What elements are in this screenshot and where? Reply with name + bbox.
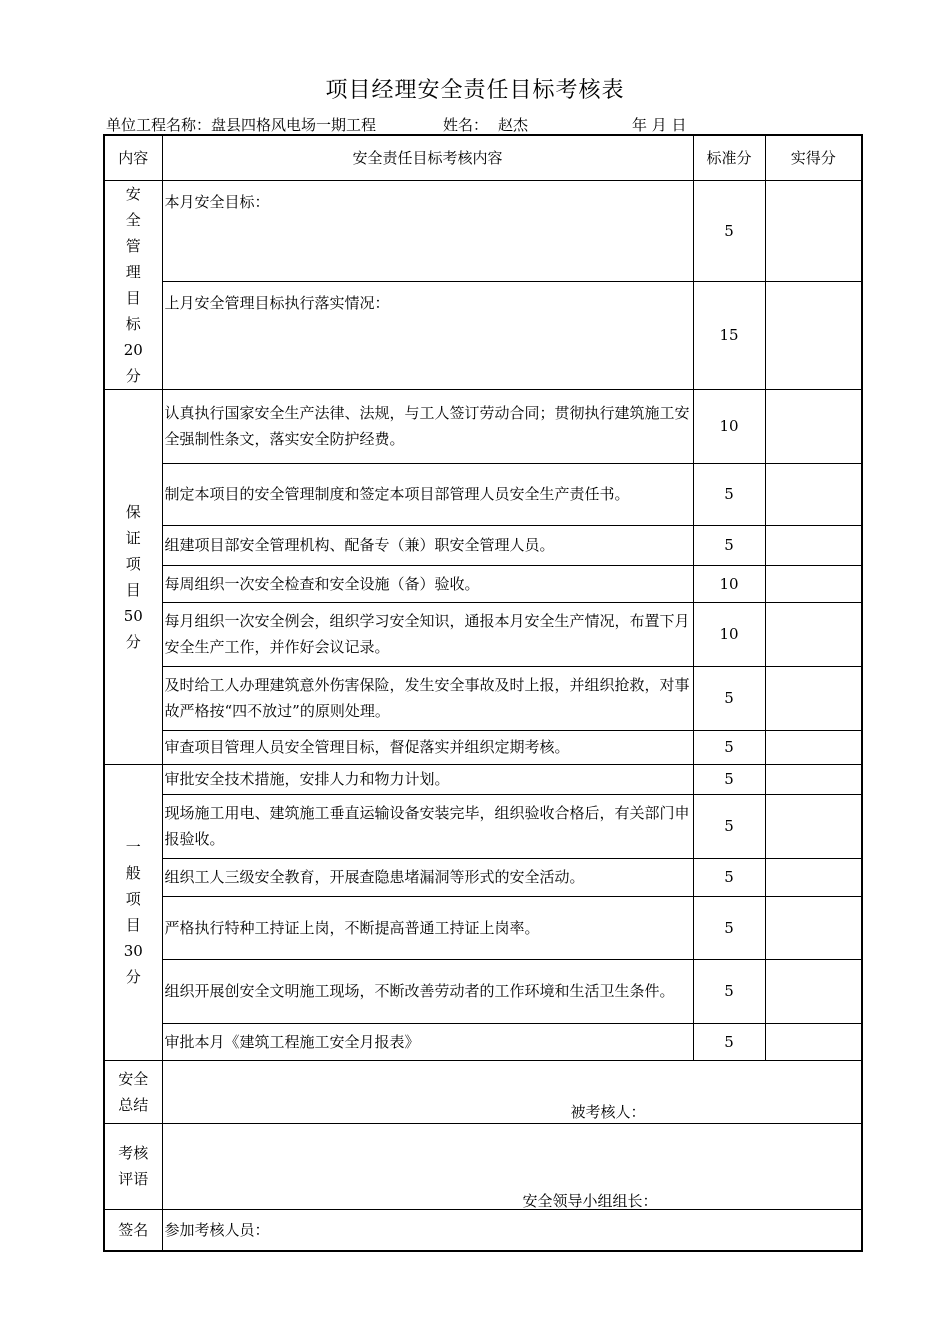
- participants-field[interactable]: 参加考核人员：: [162, 1209, 862, 1251]
- assessee-label: 被考核人：: [570, 1102, 646, 1121]
- standard-score: 10: [693, 602, 765, 666]
- col-content: 安全责任目标考核内容: [162, 135, 693, 180]
- item-text: 制定本项目的安全管理制度和签定本项目部管理人员安全生产责任书。: [162, 463, 693, 525]
- standard-score: 15: [693, 282, 765, 389]
- signature-label: 签名: [104, 1209, 162, 1251]
- item-text: 组织开展创安全文明施工现场，不断改善劳动者的工作环境和生活卫生条件。: [162, 959, 693, 1023]
- item-text: 审批本月《建筑工程施工安全月报表》: [162, 1023, 693, 1060]
- item-text: 每周组织一次安全检查和安全设施（备）验收。: [162, 565, 693, 602]
- actual-score-field[interactable]: [765, 794, 862, 858]
- name-label: 姓名：: [443, 116, 489, 134]
- item-text: 审批安全技术措施，安排人力和物力计划。: [162, 764, 693, 794]
- assessment-table: [103, 134, 863, 1252]
- item-text: 本月安全目标：: [162, 180, 693, 282]
- item-text: 认真执行国家安全生产法律、法规，与工人签订劳动合同；贯彻执行建筑施工安全强制性条文，落实安全防护经费。: [162, 389, 693, 463]
- standard-score: 5: [693, 463, 765, 525]
- review-comments-label: 考核 评语: [104, 1123, 162, 1209]
- item-text: 审查项目管理人员安全管理目标，督促落实并组织定期考核。: [162, 730, 693, 764]
- name-value: 赵杰: [498, 116, 529, 134]
- actual-score-field[interactable]: [765, 858, 862, 896]
- document-title: 项目经理安全责任目标考核表: [325, 78, 625, 103]
- col-actual-score: 实得分: [765, 135, 862, 180]
- safety-summary-field[interactable]: [162, 1060, 862, 1123]
- actual-score-field[interactable]: [765, 666, 862, 730]
- table-row: [104, 858, 862, 896]
- actual-score-field[interactable]: [765, 389, 862, 463]
- table-row: [104, 730, 862, 764]
- standard-score: 5: [693, 525, 765, 565]
- category-guarantee-items: 保 证 项 目 50 分: [104, 389, 162, 764]
- table-row: [104, 565, 862, 602]
- standard-score: 5: [693, 180, 765, 282]
- signature-row: [104, 1209, 862, 1251]
- actual-score-field[interactable]: [765, 959, 862, 1023]
- actual-score-field[interactable]: [765, 764, 862, 794]
- standard-score: 5: [693, 896, 765, 959]
- standard-score: 5: [693, 764, 765, 794]
- actual-score-field[interactable]: [765, 730, 862, 764]
- standard-score: 5: [693, 794, 765, 858]
- item-text: 严格执行特种工持证上岗，不断提高普通工持证上岗率。: [162, 896, 693, 959]
- actual-score-field[interactable]: [765, 463, 862, 525]
- item-text: 上月安全管理目标执行落实情况：: [162, 282, 693, 389]
- review-comments-field[interactable]: [162, 1123, 862, 1209]
- actual-score-field[interactable]: [765, 565, 862, 602]
- standard-score: 5: [693, 959, 765, 1023]
- table-row: [104, 794, 862, 858]
- standard-score: 10: [693, 389, 765, 463]
- table-row: [104, 959, 862, 1023]
- table-row: [104, 389, 862, 463]
- item-text: 组织工人三级安全教育，开展查隐患堵漏洞等形式的安全活动。: [162, 858, 693, 896]
- standard-score: 5: [693, 1023, 765, 1060]
- actual-score-field[interactable]: [765, 282, 862, 389]
- standard-score: 5: [693, 730, 765, 764]
- table-row: [104, 180, 862, 282]
- category-general-items: 一 般 项 目 30 分: [104, 764, 162, 1060]
- standard-score: 5: [693, 858, 765, 896]
- date-label: 年 月 日: [632, 116, 687, 134]
- table-row: [104, 602, 862, 666]
- item-text: 现场施工用电、建筑施工垂直运输设备安装完毕，组织验收合格后，有关部门申报验收。: [162, 794, 693, 858]
- review-comments-row: [104, 1123, 862, 1209]
- table-row: [104, 282, 862, 389]
- actual-score-field[interactable]: [765, 525, 862, 565]
- table-row: [104, 896, 862, 959]
- column-header-row: [104, 135, 862, 180]
- item-text: 及时给工人办理建筑意外伤害保险，发生安全事故及时上报，并组织抢救，对事故严格按“四不放过”的原则处理。: [162, 666, 693, 730]
- unit-project-name: 单位工程名称：盘县四格风电场一期工程: [106, 116, 377, 134]
- table-row: [104, 525, 862, 565]
- safety-summary-label: 安全 总结: [104, 1060, 162, 1123]
- col-standard-score: 标准分: [693, 135, 765, 180]
- safety-summary-row: [104, 1060, 862, 1123]
- table-row: [104, 1023, 862, 1060]
- table-row: [104, 463, 862, 525]
- col-category: 内容: [104, 135, 162, 180]
- actual-score-field[interactable]: [765, 1023, 862, 1060]
- standard-score: 5: [693, 666, 765, 730]
- table-row: [104, 666, 862, 730]
- category-safety-management: 安 全 管 理 目 标 20 分: [104, 180, 162, 389]
- standard-score: 10: [693, 565, 765, 602]
- actual-score-field[interactable]: [765, 180, 862, 282]
- safety-leader-label: 安全领导小组组长：: [522, 1191, 658, 1210]
- item-text: 组建项目部安全管理机构、配备专（兼）职安全管理人员。: [162, 525, 693, 565]
- actual-score-field[interactable]: [765, 602, 862, 666]
- actual-score-field[interactable]: [765, 896, 862, 959]
- table-row: [104, 764, 862, 794]
- item-text: 每月组织一次安全例会，组织学习安全知识，通报本月安全生产情况，布置下月安全生产工作，并作好会议记录。: [162, 602, 693, 666]
